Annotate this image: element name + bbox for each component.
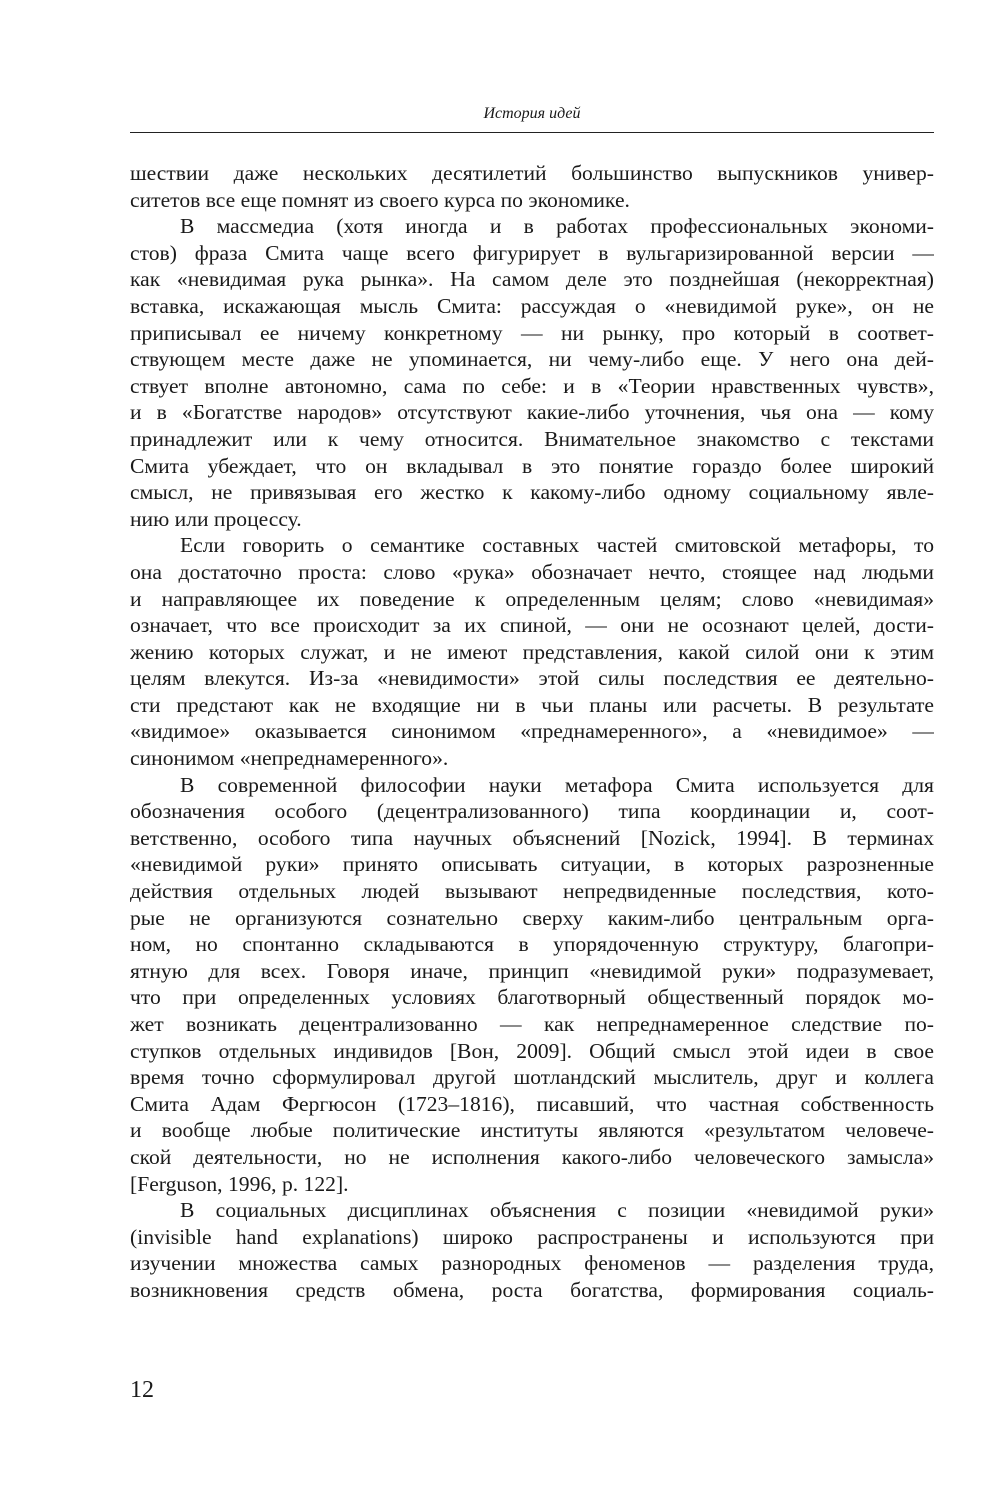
text-line: приписывал ее ничему конкретному — ни рынку, про который в соответ-: [130, 320, 934, 345]
text-line: «невидимой руки» принято описывать ситуации, в которых разрозненные: [130, 852, 934, 877]
text-line: жению которых служат, и не имеют представления, какой силой они к этим: [130, 639, 934, 664]
text-line: и вообще любые политические институты являются «результатом человече-: [130, 1118, 934, 1143]
text-line: жет возникать децентрализованно — как непреднамеренное следствие по-: [130, 1012, 934, 1036]
text-line: ветственно, особого типа научных объяснений [Nozick, 1994]. В терминах: [130, 825, 934, 850]
text-line: ситетов все еще помнят из своего курса по экономике.: [130, 187, 630, 212]
text-line: она достаточно проста: слово «рука» обозначает нечто, стоящее над людьми: [130, 559, 934, 584]
text-line: (invisible hand explanations) широко распространены и используются при: [130, 1224, 934, 1249]
text-line: ступков отдельных индивидов [Вон, 2009]. Общий смысл этой идеи в свое: [130, 1038, 934, 1063]
text-line: Смита Адам Фергюсон (1723–1816), писавший, что частная собственность: [130, 1091, 934, 1116]
text-line: целям влекутся. Из-за «невидимости» этой силы последствия ее деятельно-: [130, 666, 934, 691]
text-line: рые не организуются сознательно сверху каким-либо центральным орга-: [130, 905, 934, 930]
text-line: стов) фраза Смита чаще всего фигурирует в вульгаризированной версии —: [130, 240, 934, 265]
text-line: шествии даже нескольких десятилетий большинство выпускников универ-: [130, 161, 934, 185]
text-line: ном, но спонтанно складываются в упорядоченную структуру, благопри-: [130, 932, 934, 957]
text-line: ствует вполне автономно, сама по себе: и в «Теории нравственных чувств»,: [130, 373, 934, 398]
text-line: Если говорить о семантике составных частей смитовской метафоры, то: [180, 533, 934, 558]
text-line: означает, что все происходит за их спиной, — они не осознают целей, дости-: [130, 613, 934, 638]
text-line: ской деятельности, но не исполнения какого-либо человеческого замысла»: [130, 1144, 934, 1169]
header-divider: [130, 132, 934, 133]
text-line: [Ferguson, 1996, p. 122].: [130, 1171, 349, 1196]
text-line: вставка, искажающая мысль Смита: рассуждая о «невидимой руке», он не: [130, 293, 934, 318]
text-line: возникновения средств обмена, роста богатства, формирования социаль-: [130, 1277, 934, 1302]
text-line: В современной философии науки метафора Смита используется для: [180, 772, 934, 797]
body-text: [130, 160, 934, 1304]
text-line: как «невидимая рука рынка». На самом деле это позднейшая (некорректная): [130, 267, 934, 292]
text-line: действия отдельных людей вызывают непредвиденные последствия, кото-: [130, 879, 934, 904]
text-line: синонимом «непреднамеренного».: [130, 746, 449, 771]
text-line: и в «Богатстве народов» отсутствуют какие-либо уточнения, чья она — кому: [130, 400, 934, 425]
text-line: время точно сформулировал другой шотландский мыслитель, друг и коллега: [130, 1065, 934, 1090]
page-number: 12: [130, 1377, 154, 1403]
text-line: и направляющее их поведение к определенным целям; слово «невидимая»: [130, 586, 934, 611]
text-line: «видимое» оказывается синонимом «преднамеренного», а «невидимое» —: [130, 719, 934, 744]
text-line: ятную для всех. Говоря иначе, принцип «невидимой руки» подразумевает,: [130, 958, 934, 983]
text-line: обозначения особого (децентрализованного) типа координации и, соот-: [130, 799, 934, 824]
text-line: сти предстают как не входящие ни в чьи планы или расчеты. В результате: [130, 692, 934, 717]
text-line: смысл, не привязывая его жестко к какому-либо одному социальному явле-: [130, 480, 934, 505]
text-line: ствующем месте даже не упоминается, ни чему-либо еще. У него она дей-: [130, 347, 934, 372]
text-line: нию или процессу.: [130, 506, 302, 531]
running-header-title: История идей: [483, 105, 581, 122]
text-line: Смита убеждает, что он вкладывал в это понятие гораздо более широкий: [130, 453, 934, 478]
text-line: изучении множества самых разнородных феноменов — разделения труда,: [130, 1251, 934, 1276]
text-line: принадлежит или к чему относится. Внимательное знакомство с текстами: [130, 426, 934, 451]
text-line: что при определенных условиях благотворный общественный порядок мо-: [130, 985, 934, 1010]
text-line: В массмедиа (хотя иногда и в работах профессиональных экономи-: [180, 214, 934, 239]
text-line: В социальных дисциплинах объяснения с позиции «невидимой руки»: [180, 1198, 934, 1223]
